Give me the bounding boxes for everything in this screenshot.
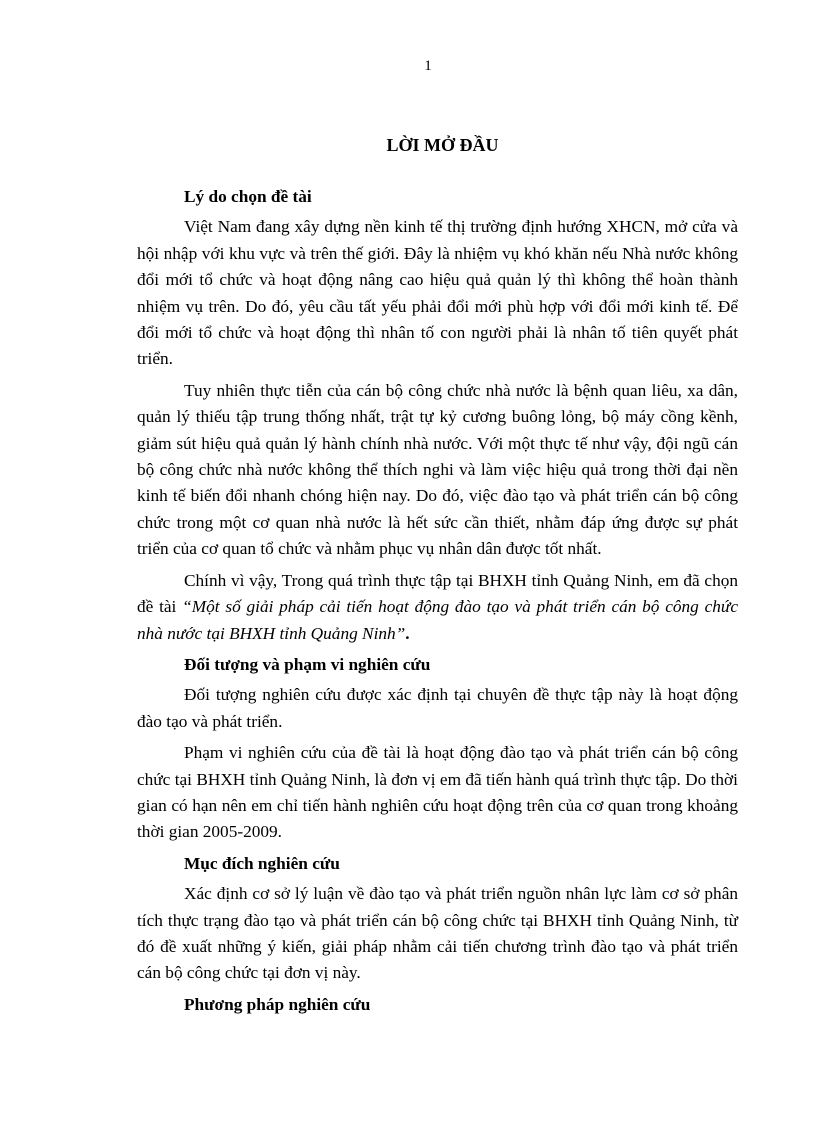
paragraph-reason-3 bbox=[137, 568, 738, 647]
paragraph-reason-1: Việt Nam đang xây dựng nền kinh tế thị trường định hướng XHCN, mở cửa và hội nhập với khu vực và trên thế giới. Đây là nhiệm vụ khó khăn nếu Nhà nước không đổi mới tổ chức và hoạt động nâng cao hiệu quả quản lý thì không thể hoàn thành nhiệm vụ trên. Do đó, yêu cầu tất yếu phải đổi mới phù hợp với đổi mới kinh tế. Để đổi mới tổ chức và hoạt động thì nhân tố con người phải là nhân tố tiên quyết phát triển. bbox=[137, 217, 738, 369]
paragraph-reason-3-prefix: Chính vì vậy, Trong quá trình thực tập tại BHXH tỉnh Quảng Ninh, em đã chọn đề tài bbox=[137, 570, 738, 617]
paragraph-reason-2: Tuy nhiên thực tiễn của cán bộ công chức nhà nước là bệnh quan liêu, xa dân, quản lý thiếu tập trung thống nhất, trật tự kỷ cương buông lỏng, bộ máy cồng kềnh, giảm sút hiệu quả quản lý hành chính nhà nước. Với một thực tế như vậy, đội ngũ cán bộ công chức nhà nước không thể thích nghi và làm việc hiệu quả trong thời đại nền kinh tế biến đổi nhanh chóng hiện nay. Do đó, việc đào tạo và phát triển cán bộ công chức trong một cơ quan nhà nước là hết sức cần thiết, nhằm đáp ứng được sự phát triển của cơ quan tổ chức và nhằm phục vụ nhân dân được tốt nhất. bbox=[137, 380, 738, 559]
section-heading-reason: Lý do chọn đề tài bbox=[184, 187, 312, 206]
document-title: LỜI MỞ ĐẦU bbox=[386, 135, 499, 155]
paragraph-reason-3-suffix: . bbox=[405, 623, 410, 643]
section-heading-method: Phương pháp nghiên cứu bbox=[184, 994, 371, 1014]
paragraph-scope-1: Đối tượng nghiên cứu được xác định tại chuyên đề thực tập này là hoạt động đào tạo và phát triển. bbox=[137, 685, 738, 731]
paragraph-scope-2: Phạm vi nghiên cứu của đề tài là hoạt động đào tạo và phát triển cán bộ công chức tại BHXH tỉnh Quảng Ninh, là đơn vị em đã tiến hành quá trình thực tập. Do thời gian có hạn nên em chỉ tiến hành nghiên cứu hoạt động trên của cơ quan trong khoảng thời gian 2005-2009. bbox=[137, 743, 738, 842]
paragraph-purpose-1: Xác định cơ sở lý luận về đào tạo và phát triển nguồn nhân lực làm cơ sở phân tích thực trạng đào tạo và phát triển cán bộ công chức tại BHXH tỉnh Quảng Ninh, từ đó đề xuất những ý kiến, giải pháp nhằm cải tiến chương trình đào tạo và phát triển cán bộ công chức tại đơn vị này. bbox=[137, 884, 738, 983]
document-body bbox=[137, 132, 738, 1022]
section-heading-scope: Đối tượng và phạm vi nghiên cứu bbox=[184, 654, 431, 674]
thesis-topic-quote: “Một số giải pháp cải tiến hoạt động đào tạo và phát triển cán bộ công chức nhà nước tại BHXH tỉnh Quảng Ninh” bbox=[137, 597, 738, 643]
page-number: 1 bbox=[424, 58, 432, 74]
section-heading-purpose: Mục đích nghiên cứu bbox=[184, 853, 340, 873]
